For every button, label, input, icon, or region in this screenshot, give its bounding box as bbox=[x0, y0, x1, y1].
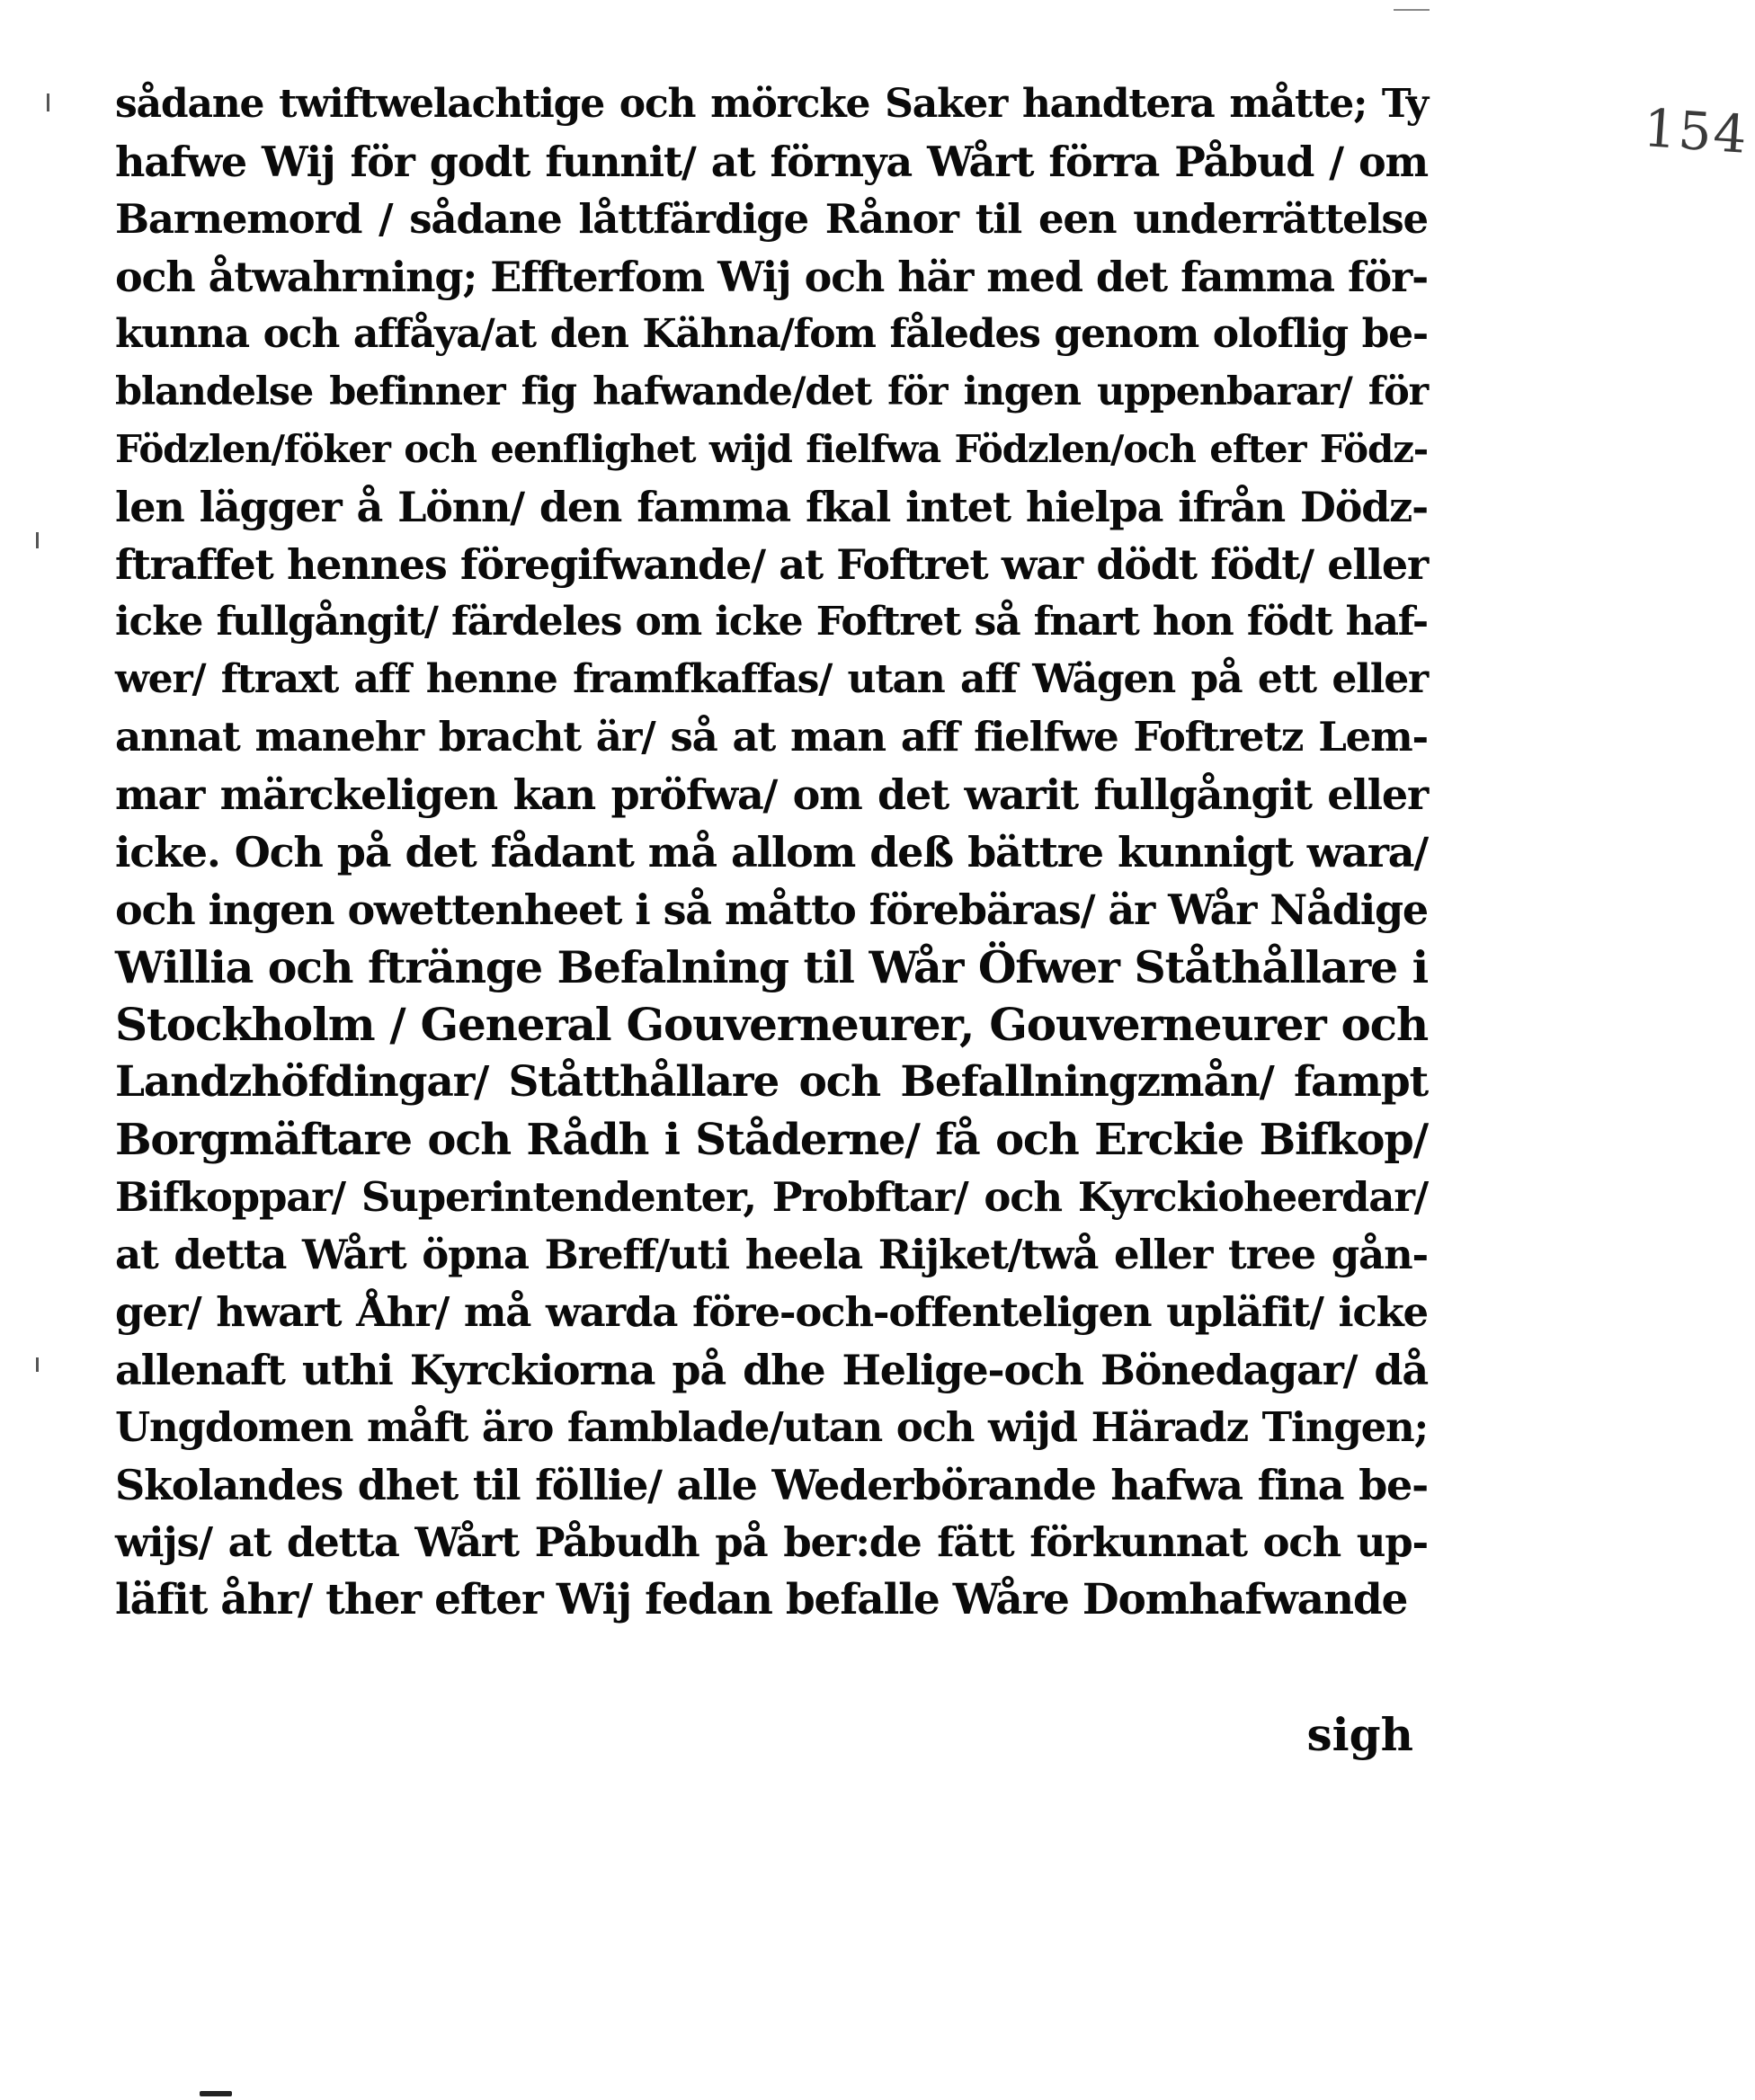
text-line: len lägger å Lönn/ den famma fkal intet hielpa ifrån Dödz- bbox=[115, 483, 1428, 531]
text-line: sådane twiftwelachtige och mörcke Saker handtera måtte; Ty bbox=[115, 81, 1428, 127]
text-line: mar märckeligen kan pröfwa/ om det warit fullgångit eller bbox=[115, 770, 1428, 819]
left-margin-mark bbox=[36, 1357, 39, 1372]
text-line: Ungdomen måft äro famblade/utan och wijd Häradz Tingen; bbox=[115, 1403, 1428, 1451]
text-line: Bifkoppar/ Superintendenter, Probftar/ och Kyrckioheerdar/ bbox=[115, 1173, 1428, 1221]
text-line: kunna och affåya/at den Kähna/fom fåledes genom oloflig be- bbox=[115, 311, 1428, 357]
text-line: at detta Wårt öpna Breff/uti heela Rijket/twå eller tree gån- bbox=[115, 1231, 1428, 1278]
text-line: Födzlen/föker och eenflighet wijd fielfwa Födzlen/och efter Födz- bbox=[115, 427, 1428, 471]
text-line: och ingen owettenheet i så måtto förebäras/ är Wår Nådige bbox=[115, 885, 1428, 934]
catchword: sigh bbox=[1306, 1708, 1413, 1761]
text-line: ftraffet hennes föregifwande/ at Foftret war dödt födt/ eller bbox=[115, 540, 1428, 589]
text-line: och åtwahrning; Effterfom Wij och här med det famma för- bbox=[115, 253, 1428, 301]
text-line: Skolandes dhet til föllie/ alle Wederbörande hafwa fina be- bbox=[115, 1461, 1428, 1509]
text-line: Stockholm / General Gouverneurer, Gouverneurer och bbox=[115, 998, 1428, 1051]
text-line: Willia och ftränge Befalning til Wår Öfwer Ståthållare i bbox=[115, 941, 1428, 993]
text-line: icke. Och på det fådant må allom deß bättre kunnigt wara/ bbox=[115, 828, 1428, 876]
text-line: läfit åhr/ ther efter Wij fedan befalle Wåre Domhafwande bbox=[115, 1575, 1408, 1624]
text-line: Barnemord / sådane låttfärdige Rånor til een underrättelse bbox=[115, 195, 1428, 243]
text-line: wer/ ftraxt aff henne framfkaffas/ utan aff Wägen på ett eller bbox=[115, 656, 1428, 702]
left-margin-mark bbox=[36, 532, 39, 548]
left-margin-mark bbox=[47, 93, 49, 111]
body-text bbox=[115, 76, 1428, 1629]
bottom-edge-mark bbox=[200, 2091, 232, 2096]
text-line: blandelse befinner fig hafwande/det för ingen uppenbarar/ för bbox=[115, 369, 1428, 414]
text-line: annat manehr bracht är/ så at man aff fielfwe Foftretz Lem- bbox=[115, 713, 1428, 761]
text-line: ger/ hwart Åhr/ må warda före-och-offenteligen upläfit/ icke bbox=[115, 1288, 1428, 1336]
text-line: wijs/ at detta Wårt Påbudh på ber:de fätt förkunnat och up- bbox=[115, 1518, 1428, 1566]
folio-number: 154 bbox=[1641, 97, 1751, 165]
text-line: Borgmäftare och Rådh i Ståderne/ få och Erckie Bifkop/ bbox=[115, 1115, 1428, 1165]
text-line: Landzhöfdingar/ Ståtthållare och Befallningzmån/ fampt bbox=[115, 1057, 1428, 1107]
top-edge-mark bbox=[1394, 9, 1430, 11]
text-line: allenaft uthi Kyrckiorna på dhe Helige-och Bönedagar/ då bbox=[115, 1346, 1428, 1394]
text-line: hafwe Wij för godt funnit/ at förnya Wårt förra Påbud / om bbox=[115, 138, 1428, 186]
text-line: icke fullgångit/ färdeles om icke Foftret så fnart hon födt haf- bbox=[115, 599, 1428, 645]
